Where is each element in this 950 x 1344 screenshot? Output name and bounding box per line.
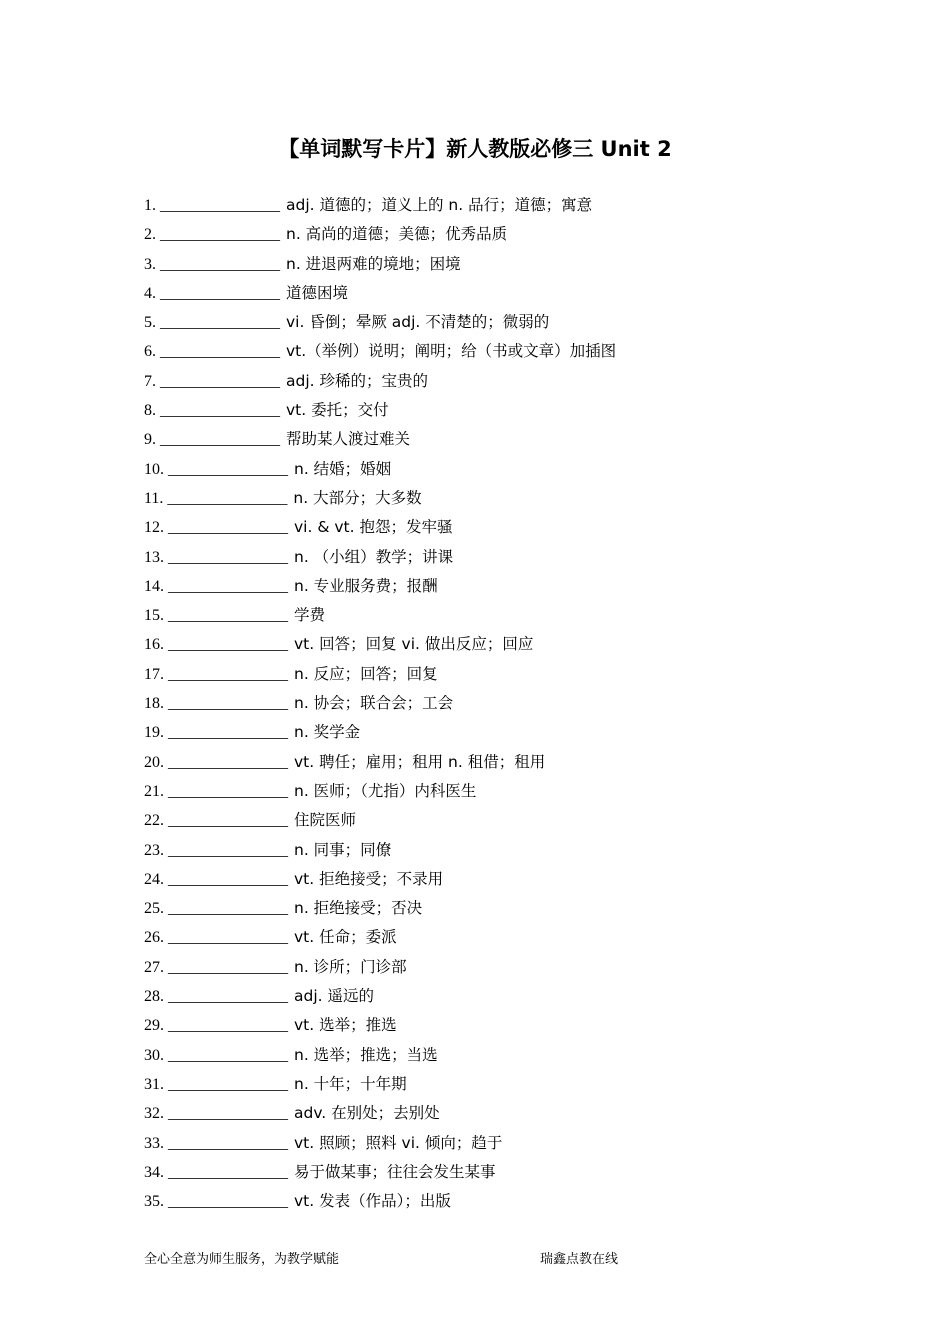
list-item	[144, 543, 844, 572]
item-number: 21.	[144, 782, 164, 800]
item-meaning: adj. 道德的；道义上的 n. 品行；道德；寓意	[286, 196, 593, 214]
item-number: 32.	[144, 1105, 164, 1123]
item-meaning: vt. 聘任；雇用；租用 n. 租借；租用	[294, 752, 546, 771]
item-meaning: adj. 珍稀的；宝贵的	[286, 371, 428, 390]
item-number: 8.	[144, 402, 156, 420]
answer-blank[interactable]: _______________	[168, 988, 288, 1006]
item-meaning: vt. 委托；交付	[286, 401, 389, 420]
item-number: 35.	[144, 1193, 164, 1211]
list-item	[144, 982, 844, 1011]
footer-brand: 瑞鑫点教在线	[540, 1252, 619, 1267]
item-meaning: n. 高尚的道德；美德；优秀品质	[286, 225, 508, 244]
item-number: 6.	[144, 343, 156, 361]
answer-blank[interactable]: _______________	[160, 343, 280, 361]
answer-blank[interactable]: _______________	[168, 1163, 288, 1181]
answer-blank[interactable]: _______________	[160, 372, 280, 390]
answer-blank[interactable]: _______________	[168, 577, 288, 595]
item-number: 3.	[144, 255, 156, 273]
item-number: 34.	[144, 1163, 164, 1181]
list-item	[144, 865, 844, 894]
answer-blank[interactable]: _______________	[168, 870, 288, 888]
item-meaning: vt. 发表（作品）；出版	[294, 1192, 451, 1211]
list-item	[144, 1041, 844, 1070]
page-title: 【单词默写卡片】新人教版必修三 Unit 2	[278, 137, 672, 161]
answer-blank[interactable]: _______________	[168, 665, 288, 683]
list-item	[144, 396, 844, 425]
list-item	[144, 923, 844, 952]
item-meaning: n. 大部分；大多数	[293, 488, 422, 507]
item-meaning: n. 协会；联合会；工会	[294, 694, 454, 713]
item-meaning: 学费	[294, 606, 326, 625]
answer-blank[interactable]: _______________	[168, 519, 288, 537]
item-number: 1.	[144, 197, 156, 214]
list-item	[144, 748, 844, 777]
item-meaning: vi. & vt. 抱怨；发牢骚	[294, 518, 453, 537]
list-item	[144, 777, 844, 806]
answer-blank[interactable]: _______________	[168, 812, 288, 830]
answer-blank[interactable]: _______________	[168, 636, 288, 654]
list-item	[144, 718, 844, 747]
item-meaning: vt. 照顾；照料 vi. 倾向；趋于	[294, 1133, 503, 1152]
item-number: 4.	[144, 284, 156, 302]
list-item	[144, 806, 844, 835]
answer-blank[interactable]: _______________	[160, 255, 280, 273]
list-item	[144, 894, 844, 923]
item-meaning: n. 奖学金	[294, 723, 361, 742]
item-meaning: 易于做某事；往往会发生某事	[294, 1162, 496, 1181]
answer-blank[interactable]: _______________	[168, 900, 288, 918]
list-item	[144, 367, 844, 396]
item-meaning: n. 进退两难的境地；困境	[286, 254, 461, 273]
item-number: 9.	[144, 431, 156, 449]
item-number: 10.	[144, 460, 164, 478]
list-item	[144, 1187, 844, 1216]
answer-blank[interactable]: _______________	[160, 431, 280, 449]
item-meaning: n. 诊所；门诊部	[294, 957, 407, 976]
list-item	[144, 1129, 844, 1158]
answer-blank[interactable]: _______________	[168, 929, 288, 947]
item-number: 13.	[144, 548, 164, 566]
answer-blank[interactable]: _______________	[168, 695, 288, 713]
item-meaning: adv. 在别处；去别处	[294, 1104, 440, 1123]
item-number: 20.	[144, 753, 164, 771]
item-number: 23.	[144, 841, 164, 859]
item-number: 14.	[144, 577, 164, 595]
list-item	[144, 337, 844, 366]
list-item	[144, 1011, 844, 1040]
item-number: 5.	[144, 314, 156, 332]
answer-blank[interactable]: _______________	[168, 460, 288, 478]
list-item	[144, 689, 844, 718]
item-meaning: vt.（举例）说明；阐明；给（书或文章）加插图	[286, 342, 617, 361]
item-meaning: 道德困境	[286, 283, 349, 302]
answer-blank[interactable]: _______________	[168, 1193, 288, 1211]
list-item	[144, 572, 844, 601]
item-meaning: n. （小组）教学；讲课	[294, 547, 454, 566]
item-number: 16.	[144, 636, 164, 654]
list-item	[144, 191, 844, 220]
item-meaning: n. 专业服务费；报酬	[294, 576, 438, 595]
item-meaning: vt. 任命；委派	[294, 928, 397, 947]
item-number: 33.	[144, 1134, 164, 1152]
answer-blank[interactable]: _______________	[168, 1046, 288, 1064]
list-item	[144, 220, 844, 249]
answer-blank[interactable]: _______________	[168, 841, 288, 859]
item-meaning: n. 医师；（尤指）内科医生	[294, 781, 477, 800]
item-number: 28.	[144, 988, 164, 1006]
list-item	[144, 1099, 844, 1128]
answer-blank[interactable]: _______________	[167, 489, 288, 507]
list-item	[144, 1158, 844, 1187]
answer-blank[interactable]: _______________	[168, 724, 288, 742]
list-item	[144, 630, 844, 659]
list-item	[144, 308, 844, 337]
item-meaning: n. 十年；十年期	[294, 1074, 407, 1093]
item-number: 29.	[144, 1017, 164, 1035]
list-item	[144, 953, 844, 982]
item-number: 30.	[144, 1046, 164, 1064]
answer-blank[interactable]: _______________	[160, 226, 280, 244]
list-item	[144, 601, 844, 630]
item-meaning: 帮助某人渡过难关	[286, 430, 411, 449]
item-number: 17.	[144, 665, 164, 683]
list-item	[144, 513, 844, 542]
answer-blank[interactable]: _______________	[160, 314, 280, 332]
item-number: 26.	[144, 929, 164, 947]
list-item	[144, 455, 844, 484]
answer-blank[interactable]: _______________	[168, 782, 288, 800]
answer-blank[interactable]: _______________	[168, 753, 288, 771]
list-item	[144, 836, 844, 865]
answer-blank[interactable]: _______________	[168, 1134, 288, 1152]
item-meaning: vi. 昏倒；晕厥 adj. 不清楚的；微弱的	[286, 313, 550, 332]
item-number: 12.	[144, 519, 164, 537]
list-item	[144, 279, 844, 308]
answer-blank[interactable]: _______________	[168, 1075, 288, 1093]
item-number: 24.	[144, 870, 164, 888]
item-number: 11.	[144, 489, 164, 507]
word-list	[144, 191, 844, 1216]
item-number: 19.	[144, 724, 164, 742]
footer-slogan: 全心全意为师生服务，为教学赋能	[144, 1252, 340, 1267]
item-number: 25.	[144, 900, 164, 918]
list-item	[144, 1070, 844, 1099]
item-meaning: vt. 回答；回复 vi. 做出反应；回应	[294, 635, 534, 654]
item-number: 22.	[144, 812, 164, 830]
answer-blank[interactable]: _______________	[160, 197, 280, 214]
item-meaning: n. 选举；推选；当选	[294, 1045, 438, 1064]
answer-blank[interactable]: _______________	[160, 284, 280, 302]
item-meaning: adj. 遥远的	[294, 987, 374, 1006]
item-number: 7.	[144, 372, 156, 390]
item-meaning: vt. 拒绝接受；不录用	[294, 869, 444, 888]
item-meaning: n. 拒绝接受；否决	[294, 899, 423, 918]
answer-blank[interactable]: _______________	[168, 1105, 288, 1123]
answer-blank[interactable]: _______________	[168, 1017, 288, 1035]
list-item	[144, 250, 844, 279]
list-item	[144, 660, 844, 689]
item-number: 31.	[144, 1075, 164, 1093]
item-meaning: 住院医师	[294, 811, 357, 830]
item-meaning: vt. 选举；推选	[294, 1016, 397, 1035]
item-number: 27.	[144, 958, 164, 976]
item-meaning: n. 结婚；婚姻	[294, 459, 392, 478]
answer-blank[interactable]: _______________	[168, 548, 288, 566]
item-meaning: n. 反应；回答；回复	[294, 664, 438, 683]
answer-blank[interactable]: _______________	[160, 402, 280, 420]
list-item	[144, 425, 844, 454]
answer-blank[interactable]: _______________	[168, 958, 288, 976]
item-number: 18.	[144, 695, 164, 713]
answer-blank[interactable]: _______________	[168, 607, 288, 625]
item-number: 2.	[144, 226, 156, 244]
list-item	[144, 484, 844, 513]
item-meaning: n. 同事；同僚	[294, 840, 392, 859]
item-number: 15.	[144, 607, 164, 625]
